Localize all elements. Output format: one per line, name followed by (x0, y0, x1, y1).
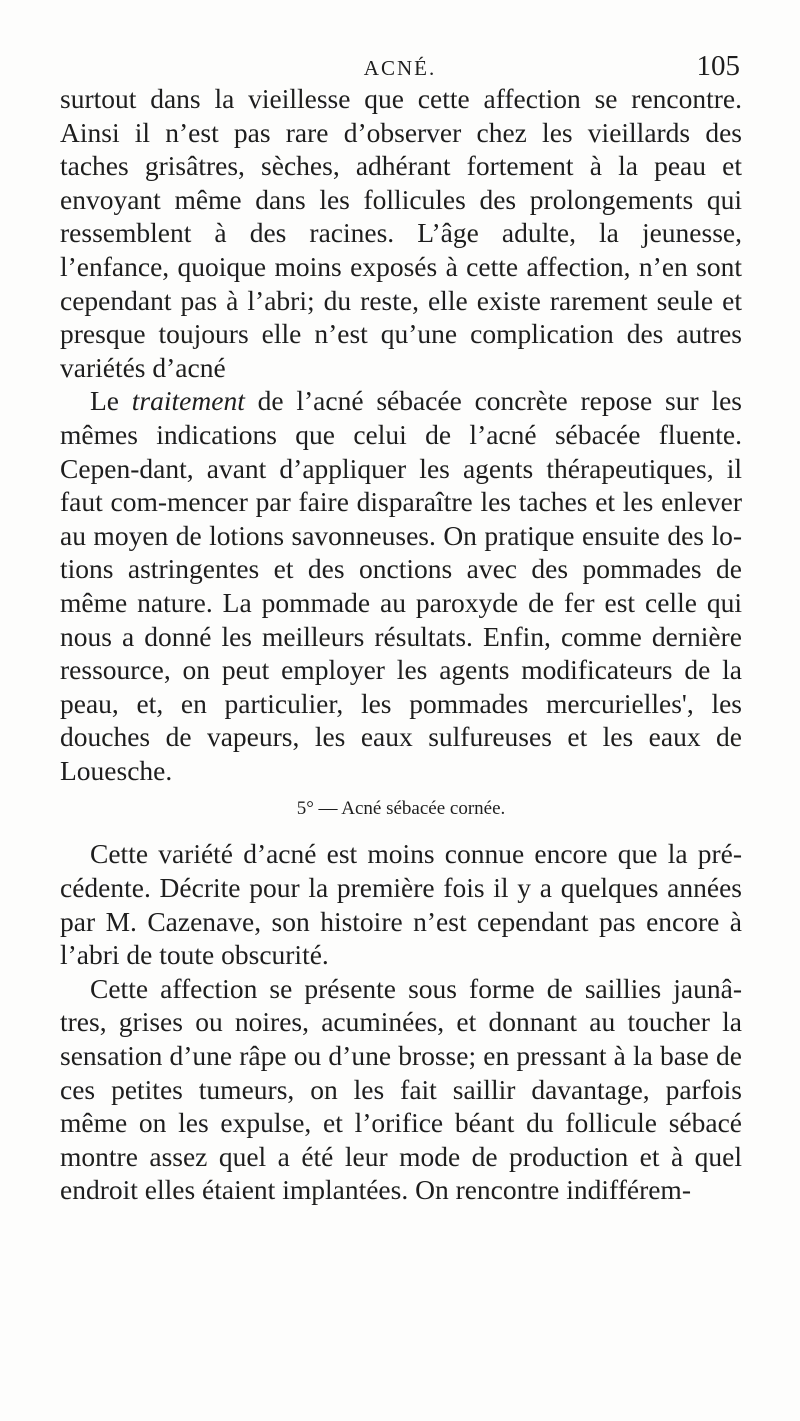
section-heading: 5° — Acné sébacée cornée. (296, 798, 506, 820)
body-text (60, 82, 742, 1207)
page-number: 105 (696, 50, 740, 82)
paragraph-description: Cette affection se présente sous forme de saillies jaunâ-tres, grises ou noires, acuminées, et donnant au toucher la sensation d’une râpe ou d’une brosse; en pressant à la base de ces petites tumeurs, on les fait saillir davantage, parfois même on les expulse, et l’orifice béant du follicule sébacé montre assez quel a été leur mode de production et à quel endroit elles étaient implantées. On rencontre indifférem- (60, 972, 742, 1206)
treatment-text: de l’acné sébacée concrète repose sur les mêmes indications que celui de l’acné sébacée fluente. Cepen-dant, avant d’appliquer les agents thérapeutiques, il faut com-mencer par faire disparaître les taches et les enlever au moyen de lotions savonneuses. On pratique ensuite des lo-tions astringentes et des onctions avec des pommades de même nature. La pommade au paroxyde de fer est celle qui nous a donné les meilleurs résultats. Enfin, comme dernière ressource, on peut employer les agents modificateurs de la peau, et, en particulier, les pommades mercurielles', les douches de vapeurs, les eaux sulfureuses et les eaux de Louesche. (60, 385, 742, 786)
paragraph-continuation: surtout dans la vieillesse que cette affection se rencontre. Ainsi il n’est pas rare d’observer chez les vieillards des taches grisâtres, sèches, adhérant fortement à la peau et envoyant même dans les follicules des prolongements qui ressemblent à des racines. L’âge adulte, la jeunesse, l’enfance, quoique moins exposés à cette affection, n’en sont cependant pas à l’abri; du reste, elle existe rarement seule et presque toujours elle n’est qu’une complication des autres variétés d’acné (60, 83, 742, 383)
treatment-term: traitement (131, 385, 245, 417)
treatment-lead: Le (90, 385, 132, 417)
paragraph-treatment (60, 384, 742, 787)
paragraph-variety: Cette variété d’acné est moins connue encore que la pré-cédente. Décrite pour la première fois il y a quelques années par M. Cazenave, son histoire n’est cependant pas encore à l’abri de toute obscurité. (60, 838, 742, 971)
running-title: ACNÉ. (363, 56, 437, 80)
